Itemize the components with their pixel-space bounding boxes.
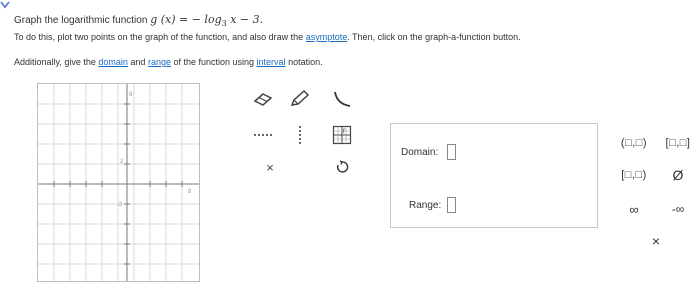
y-tick-label-top: 8 [129, 92, 133, 98]
closed-open-interval-button[interactable]: [□,□) [621, 169, 647, 181]
negative-infinity-button[interactable]: -∞ [671, 202, 685, 216]
dashed-line-icon [252, 130, 274, 140]
interval-keypad [612, 123, 700, 273]
prompt-prefix: Graph the logarithmic function [14, 15, 151, 26]
interval-link[interactable]: interval [256, 57, 286, 67]
closed-closed-interval-button[interactable]: [□,□] [665, 137, 691, 149]
chevron-down-icon[interactable] [0, 0, 14, 10]
range-label: Range: [409, 200, 442, 211]
range-input[interactable] [447, 197, 456, 213]
coordinate-grid[interactable] [37, 83, 200, 282]
domain-label: Domain: [401, 147, 439, 158]
svg-text:f: f [343, 129, 345, 135]
question-line-1 [14, 13, 263, 28]
question-line-3: Additionally, give the domain and range of the function using interval notation. [14, 57, 323, 67]
curve-icon [331, 89, 353, 109]
eraser-tool[interactable] [249, 87, 277, 111]
undo-button[interactable] [328, 155, 356, 179]
pencil-icon [289, 89, 311, 109]
function-expression: g (x) = − $\log_3 x - 3$. [150, 13, 264, 29]
graph-toolbar [244, 85, 360, 185]
domain-input[interactable] [447, 144, 456, 160]
y-tick-label-2: 2 [120, 159, 124, 165]
undo-icon [335, 160, 349, 174]
range-link[interactable]: range [147, 57, 171, 67]
graph-function-icon [332, 125, 352, 145]
eraser-icon [252, 91, 274, 107]
open-open-interval-button[interactable]: (□,□) [620, 137, 648, 149]
curve-tool[interactable] [328, 87, 356, 111]
y-tick-label-neg2: -2 [117, 202, 123, 208]
clear-graph-button[interactable]: × [266, 159, 274, 175]
keypad-clear-button[interactable]: × [651, 233, 661, 249]
dashed-line-tool[interactable] [249, 123, 277, 147]
x-tick-label-8: 8 [188, 189, 192, 195]
question-line-2: To do this, plot two points on the graph of the function, and also draw the asymptote. Then, click on the graph-a-function button. [14, 32, 521, 42]
asymptote-link[interactable]: asymptote [305, 32, 348, 42]
pencil-tool[interactable] [286, 87, 314, 111]
empty-set-button[interactable]: Ø [672, 167, 684, 183]
domain-link[interactable]: domain [98, 57, 128, 67]
graph-function-tool[interactable] [328, 123, 356, 147]
infinity-button[interactable]: ∞ [629, 201, 639, 217]
dashed-vertical-icon [295, 124, 305, 146]
answer-panel [390, 123, 598, 228]
dashed-vertical-tool[interactable] [286, 123, 314, 147]
